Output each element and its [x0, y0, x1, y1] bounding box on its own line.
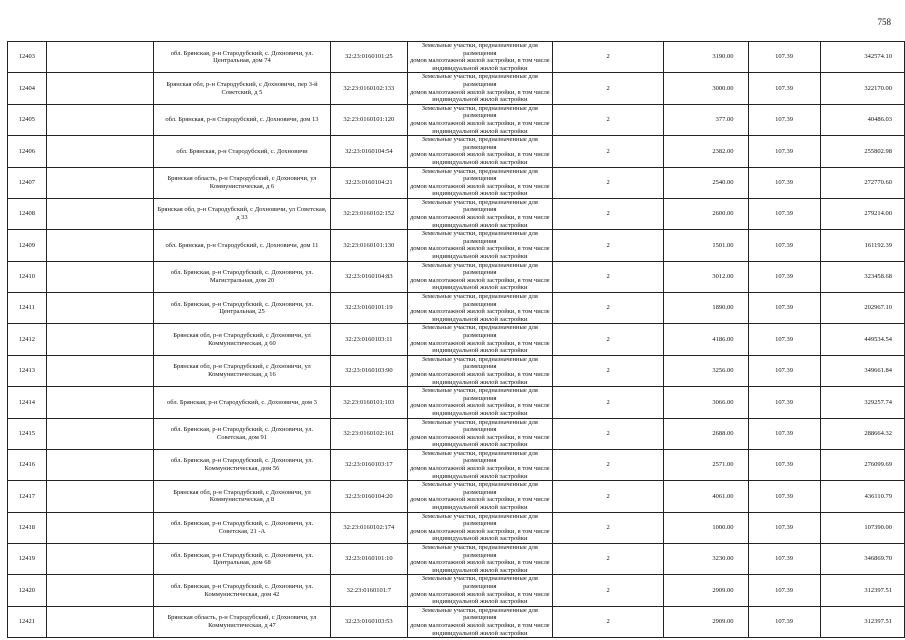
cadastral-value-cell: 202967.10 — [820, 293, 904, 324]
table-row — [8, 104, 905, 135]
land-use-line: домов малоэтажной жилой застройки, в том числе — [409, 370, 550, 378]
rate-cell: 107.39 — [748, 42, 820, 73]
land-use-line: индивидуальной жилой застройки — [432, 409, 528, 417]
category-cell: 2 — [553, 198, 664, 229]
land-use-cell — [407, 449, 552, 480]
land-use-line: домов малоэтажной жилой застройки, в том числе — [409, 465, 550, 473]
row-id-cell: 12413 — [8, 355, 47, 386]
address-cell: обл. Брянская, р-н Стародубский, с. Дохновичи, дом 3 — [153, 387, 330, 418]
cadastral-number-cell: 32:23:0160104:21 — [330, 167, 407, 198]
page-number: 758 — [877, 17, 891, 27]
empty-cell — [46, 606, 153, 637]
rate-cell: 107.39 — [748, 606, 820, 637]
land-use-line: Земельные участки, предназначенные для размещения — [421, 73, 538, 88]
land-use-line: Земельные участки, предназначенные для размещения — [421, 606, 538, 622]
empty-cell — [46, 42, 153, 73]
land-use-line: домов малоэтажной жилой застройки, в том числе — [409, 276, 550, 284]
land-use-line: Земельные участки, предназначенные для размещения — [421, 42, 538, 57]
land-use-line: домов малоэтажной жилой застройки, в том числе — [409, 88, 550, 96]
land-use-cell — [407, 104, 552, 135]
empty-cell — [46, 261, 153, 292]
area-cell: 3256.00 — [664, 355, 748, 386]
row-id-cell: 12418 — [8, 512, 47, 543]
area-cell: 4061.00 — [664, 481, 748, 512]
land-use-cell — [407, 512, 552, 543]
empty-cell — [46, 293, 153, 324]
land-use-line: Земельные участки, предназначенные для размещения — [421, 261, 538, 277]
land-use-line: домов малоэтажной жилой застройки, в том числе — [409, 57, 550, 65]
category-cell: 2 — [553, 512, 664, 543]
rate-cell: 107.39 — [748, 481, 820, 512]
row-id-cell: 12417 — [8, 481, 47, 512]
cadastral-number-cell: 32:23:0160102:161 — [330, 418, 407, 449]
area-cell: 2540.00 — [664, 167, 748, 198]
land-use-line: индивидуальной жилой застройки — [432, 221, 528, 229]
empty-cell — [46, 512, 153, 543]
land-use-cell — [407, 136, 552, 167]
row-id-cell: 12408 — [8, 198, 47, 229]
category-cell: 2 — [553, 544, 664, 575]
cadastral-number-cell: 32:23:0160102:174 — [330, 512, 407, 543]
row-id-cell: 12411 — [8, 293, 47, 324]
rate-cell: 107.39 — [748, 418, 820, 449]
category-cell: 2 — [553, 387, 664, 418]
land-use-cell — [407, 606, 552, 637]
land-use-line: Земельные участки, предназначенные для размещения — [421, 293, 538, 308]
empty-cell — [46, 167, 153, 198]
area-cell: 3190.00 — [664, 42, 748, 73]
row-id-cell: 12403 — [8, 42, 47, 73]
rate-cell: 107.39 — [748, 230, 820, 261]
cadastral-value-cell: 342574.10 — [820, 42, 904, 73]
land-use-line: индивидуальной жилой застройки — [432, 629, 528, 637]
land-use-line: домов малоэтажной жилой застройки, в том числе — [409, 214, 550, 222]
table-row — [8, 387, 905, 418]
row-id-cell: 12414 — [8, 387, 47, 418]
cadastral-value-cell: 329257.74 — [820, 387, 904, 418]
land-registry-table — [7, 41, 905, 638]
land-use-line: домов малоэтажной жилой застройки, в том числе — [409, 245, 550, 253]
area-cell: 2909.00 — [664, 606, 748, 637]
table-row — [8, 512, 905, 543]
rate-cell: 107.39 — [748, 167, 820, 198]
cadastral-number-cell: 32:23:0160101:130 — [330, 230, 407, 261]
land-use-line: Земельные участки, предназначенные для размещения — [421, 481, 538, 496]
table-row — [8, 418, 905, 449]
cadastral-value-cell: 255802.98 — [820, 136, 904, 167]
land-use-line: домов малоэтажной жилой застройки, в том числе — [409, 308, 550, 316]
land-use-line: домов малоэтажной жилой застройки, в том числе — [409, 433, 550, 441]
table-row — [8, 575, 905, 606]
land-use-cell — [407, 575, 552, 606]
address-cell: Брянская обл, р-н Стародубский, с Дохновичи, ул Коммунистическая, д 16 — [153, 355, 330, 386]
land-use-line: Земельные участки, предназначенные для размещения — [421, 230, 538, 245]
land-use-line: индивидуальной жилой застройки — [432, 378, 528, 386]
cadastral-value-cell: 161192.39 — [820, 230, 904, 261]
address-cell: обл. Брянская, р-н Стародубский, с. Дохновичи, ул. Центральная, дом 74 — [153, 42, 330, 73]
land-use-line: индивидуальной жилой застройки — [432, 535, 528, 543]
land-use-line: домов малоэтажной жилой застройки, в том числе — [409, 402, 550, 410]
empty-cell — [46, 481, 153, 512]
category-cell: 2 — [553, 481, 664, 512]
land-use-line: индивидуальной жилой застройки — [432, 158, 528, 166]
rate-cell: 107.39 — [748, 324, 820, 355]
land-use-cell — [407, 73, 552, 104]
cadastral-number-cell: 32:23:0160101:25 — [330, 42, 407, 73]
cadastral-value-cell: 272770.60 — [820, 167, 904, 198]
table-body — [8, 42, 905, 638]
row-id-cell: 12416 — [8, 449, 47, 480]
land-use-line: индивидуальной жилой застройки — [432, 441, 528, 449]
cadastral-value-cell: 323458.68 — [820, 261, 904, 292]
land-use-line: индивидуальной жилой застройки — [432, 127, 528, 135]
cadastral-value-cell: 288664.32 — [820, 418, 904, 449]
land-use-cell — [407, 261, 552, 292]
cadastral-number-cell: 32:23:0160102:133 — [330, 73, 407, 104]
land-use-line: Земельные участки, предназначенные для размещения — [421, 387, 538, 402]
area-cell: 3066.00 — [664, 387, 748, 418]
empty-cell — [46, 136, 153, 167]
address-cell: обл. Брянская, р-н Стародубский, с. Дохновичи, ул. Коммунистическая, дом 42 — [153, 575, 330, 606]
table-row — [8, 167, 905, 198]
table-row — [8, 606, 905, 637]
address-cell: Брянская обл, р-н Стародубский, с Дохновичи, ул Советская, д 33 — [153, 198, 330, 229]
area-cell: 1890.00 — [664, 293, 748, 324]
land-use-line: домов малоэтажной жилой застройки, в том числе — [409, 151, 550, 159]
table-row — [8, 355, 905, 386]
empty-cell — [46, 355, 153, 386]
address-cell: Брянская обл, р-н Стародубский, с Дохновичи, ул Коммунистическая, д 8 — [153, 481, 330, 512]
area-cell: 377.00 — [664, 104, 748, 135]
category-cell: 2 — [553, 324, 664, 355]
table-row — [8, 481, 905, 512]
land-use-cell — [407, 418, 552, 449]
land-use-line: Земельные участки, предназначенные для размещения — [421, 418, 538, 434]
table-row — [8, 544, 905, 575]
category-cell: 2 — [553, 449, 664, 480]
cadastral-value-cell: 346869.70 — [820, 544, 904, 575]
land-use-cell — [407, 230, 552, 261]
land-use-cell — [407, 198, 552, 229]
land-use-line: индивидуальной жилой застройки — [432, 190, 528, 198]
rate-cell: 107.39 — [748, 104, 820, 135]
rate-cell: 107.39 — [748, 198, 820, 229]
empty-cell — [46, 418, 153, 449]
area-cell: 2688.00 — [664, 418, 748, 449]
area-cell: 4186.00 — [664, 324, 748, 355]
land-use-line: Земельные участки, предназначенные для размещения — [421, 324, 538, 339]
land-use-line: индивидуальной жилой застройки — [432, 472, 528, 480]
cadastral-value-cell: 449534.54 — [820, 324, 904, 355]
land-use-line: Земельные участки, предназначенные для размещения — [421, 512, 538, 528]
table-row — [8, 449, 905, 480]
address-cell: обл. Брянская, р-н Стародубский, с. Дохновичи, ул. Коммунистическая, дом 56 — [153, 449, 330, 480]
land-use-cell — [407, 42, 552, 73]
land-use-cell — [407, 387, 552, 418]
land-use-cell — [407, 481, 552, 512]
address-cell: обл. Брянская, р-н Стародубский, с. Дохновичи, дом 11 — [153, 230, 330, 261]
empty-cell — [46, 230, 153, 261]
table-row — [8, 261, 905, 292]
land-use-line: домов малоэтажной жилой застройки, в том числе — [409, 339, 550, 347]
rate-cell: 107.39 — [748, 73, 820, 104]
area-cell: 3000.00 — [664, 73, 748, 104]
cadastral-number-cell: 32:23:0160101:10 — [330, 544, 407, 575]
address-cell: обл. Брянская, р-н Стародубский, с. Дохновичи, ул. Магистральная, дом 20 — [153, 261, 330, 292]
land-use-line: индивидуальной жилой застройки — [432, 253, 528, 261]
land-use-cell — [407, 544, 552, 575]
category-cell: 2 — [553, 104, 664, 135]
empty-cell — [46, 198, 153, 229]
cadastral-number-cell: 32:23:0160101:19 — [330, 293, 407, 324]
address-cell: обл. Брянская, р-н Стародубский, с. Дохновичи, ул. Центральная, дом 68 — [153, 544, 330, 575]
land-use-line: домов малоэтажной жилой застройки, в том числе — [409, 559, 550, 567]
rate-cell: 107.39 — [748, 449, 820, 480]
area-cell: 2382.00 — [664, 136, 748, 167]
land-use-line: индивидуальной жилой застройки — [432, 347, 528, 355]
empty-cell — [46, 104, 153, 135]
empty-cell — [46, 449, 153, 480]
address-cell: обл. Брянская, р-н Стародубский, с. Дохновичи, ул. Советская, дом 91 — [153, 418, 330, 449]
table-row — [8, 42, 905, 73]
rate-cell: 107.39 — [748, 544, 820, 575]
cadastral-number-cell: 32:23:0160103:17 — [330, 449, 407, 480]
empty-cell — [46, 387, 153, 418]
land-use-cell — [407, 293, 552, 324]
category-cell: 2 — [553, 418, 664, 449]
cadastral-value-cell: 312397.51 — [820, 575, 904, 606]
cadastral-value-cell: 436110.79 — [820, 481, 904, 512]
category-cell: 2 — [553, 355, 664, 386]
cadastral-number-cell: 32:23:0160103:53 — [330, 606, 407, 637]
area-cell: 3012.00 — [664, 261, 748, 292]
address-cell: обл. Брянская, р-н Стародубский, с. Дохновичи, дом 13 — [153, 104, 330, 135]
land-use-line: домов малоэтажной жилой застройки, в том числе — [409, 182, 550, 190]
land-use-cell — [407, 355, 552, 386]
empty-cell — [46, 544, 153, 575]
area-cell: 2909.00 — [664, 575, 748, 606]
land-use-line: Земельные участки, предназначенные для размещения — [421, 167, 538, 183]
category-cell: 2 — [553, 575, 664, 606]
land-use-line: Земельные участки, предназначенные для размещения — [421, 449, 538, 465]
address-cell: обл. Брянская, р-н Стародубский, с. Дохновичи, ул. Центральная, 25 — [153, 293, 330, 324]
land-use-line: Земельные участки, предназначенные для размещения — [421, 104, 538, 120]
area-cell: 2571.00 — [664, 449, 748, 480]
land-use-line: домов малоэтажной жилой застройки, в том числе — [409, 590, 550, 598]
row-id-cell: 12404 — [8, 73, 47, 104]
land-use-line: индивидуальной жилой застройки — [432, 96, 528, 104]
row-id-cell: 12421 — [8, 606, 47, 637]
area-cell: 1501.00 — [664, 230, 748, 261]
cadastral-number-cell: 32:23:0160104:83 — [330, 261, 407, 292]
cadastral-value-cell: 276099.69 — [820, 449, 904, 480]
table-row — [8, 136, 905, 167]
cadastral-value-cell: 40486.03 — [820, 104, 904, 135]
table-row — [8, 230, 905, 261]
cadastral-value-cell: 349661.84 — [820, 355, 904, 386]
land-use-line: индивидуальной жилой застройки — [432, 504, 528, 512]
cadastral-number-cell: 32:23:0160103:11 — [330, 324, 407, 355]
category-cell: 2 — [553, 136, 664, 167]
land-use-line: домов малоэтажной жилой застройки, в том числе — [409, 621, 550, 629]
row-id-cell: 12412 — [8, 324, 47, 355]
cadastral-value-cell: 322170.00 — [820, 73, 904, 104]
land-use-line: домов малоэтажной жилой застройки, в том числе — [409, 119, 550, 127]
rate-cell: 107.39 — [748, 575, 820, 606]
cadastral-number-cell: 32:23:0160101:120 — [330, 104, 407, 135]
cadastral-value-cell: 312397.51 — [820, 606, 904, 637]
category-cell: 2 — [553, 167, 664, 198]
cadastral-value-cell: 107390.00 — [820, 512, 904, 543]
row-id-cell: 12415 — [8, 418, 47, 449]
empty-cell — [46, 575, 153, 606]
table-row — [8, 324, 905, 355]
land-use-line: Земельные участки, предназначенные для размещения — [421, 544, 538, 559]
row-id-cell: 12409 — [8, 230, 47, 261]
land-use-line: домов малоэтажной жилой застройки, в том числе — [409, 496, 550, 504]
cadastral-number-cell: 32:23:0160104:54 — [330, 136, 407, 167]
land-use-line: индивидуальной жилой застройки — [432, 284, 528, 292]
area-cell: 2600.00 — [664, 198, 748, 229]
land-use-line: Земельные участки, предназначенные для размещения — [421, 198, 538, 214]
rate-cell: 107.39 — [748, 355, 820, 386]
table-row — [8, 293, 905, 324]
rate-cell: 107.39 — [748, 387, 820, 418]
rate-cell: 107.39 — [748, 136, 820, 167]
category-cell: 2 — [553, 261, 664, 292]
land-use-line: Земельные участки, предназначенные для размещения — [421, 575, 538, 590]
row-id-cell: 12420 — [8, 575, 47, 606]
rate-cell: 107.39 — [748, 261, 820, 292]
address-cell: Брянская область, р-н Стародубский, с Дохновичи, ул Коммунистическая, д 47 — [153, 606, 330, 637]
table-row — [8, 198, 905, 229]
empty-cell — [46, 324, 153, 355]
area-cell: 3230.00 — [664, 544, 748, 575]
row-id-cell: 12410 — [8, 261, 47, 292]
land-use-line: Земельные участки, предназначенные для размещения — [421, 355, 538, 371]
rate-cell: 107.39 — [748, 512, 820, 543]
area-cell: 1000.00 — [664, 512, 748, 543]
land-use-line: индивидуальной жилой застройки — [432, 64, 528, 72]
land-use-line: домов малоэтажной жилой застройки, в том числе — [409, 527, 550, 535]
land-use-cell — [407, 167, 552, 198]
table-row — [8, 73, 905, 104]
row-id-cell: 12407 — [8, 167, 47, 198]
cadastral-number-cell: 32:23:0160101:103 — [330, 387, 407, 418]
empty-cell — [46, 73, 153, 104]
row-id-cell: 12406 — [8, 136, 47, 167]
cadastral-number-cell: 32:23:0160104:20 — [330, 481, 407, 512]
cadastral-number-cell: 32:23:0160101:7 — [330, 575, 407, 606]
land-use-line: индивидуальной жилой застройки — [432, 598, 528, 606]
address-cell: Брянская обл, р-н Стародубский, с Дохновичи, пер 3-й Советский, д 5 — [153, 73, 330, 104]
cadastral-number-cell: 32:23:0160103:90 — [330, 355, 407, 386]
category-cell: 2 — [553, 42, 664, 73]
address-cell: обл. Брянская, р-н Стародубский, с. Дохновичи, ул. Советская, 21 -А — [153, 512, 330, 543]
category-cell: 2 — [553, 293, 664, 324]
cadastral-number-cell: 32:23:0160102:152 — [330, 198, 407, 229]
cadastral-value-cell: 279214.00 — [820, 198, 904, 229]
row-id-cell: 12405 — [8, 104, 47, 135]
address-cell: Брянская обл, р-н Стародубский, с Дохновичи, ул Коммунистическая, д 60 — [153, 324, 330, 355]
land-use-cell — [407, 324, 552, 355]
address-cell: обл. Брянская, р-н Стародубский, с. Дохновичи — [153, 136, 330, 167]
land-use-line: индивидуальной жилой застройки — [432, 566, 528, 574]
category-cell: 2 — [553, 606, 664, 637]
rate-cell: 107.39 — [748, 293, 820, 324]
land-use-line: Земельные участки, предназначенные для размещения — [421, 136, 538, 151]
row-id-cell: 12419 — [8, 544, 47, 575]
category-cell: 2 — [553, 230, 664, 261]
category-cell: 2 — [553, 73, 664, 104]
address-cell: Брянская область, р-н Стародубский, с Дохновичи, ул Коммунистическая, д 6 — [153, 167, 330, 198]
land-use-line: индивидуальной жилой застройки — [432, 315, 528, 323]
